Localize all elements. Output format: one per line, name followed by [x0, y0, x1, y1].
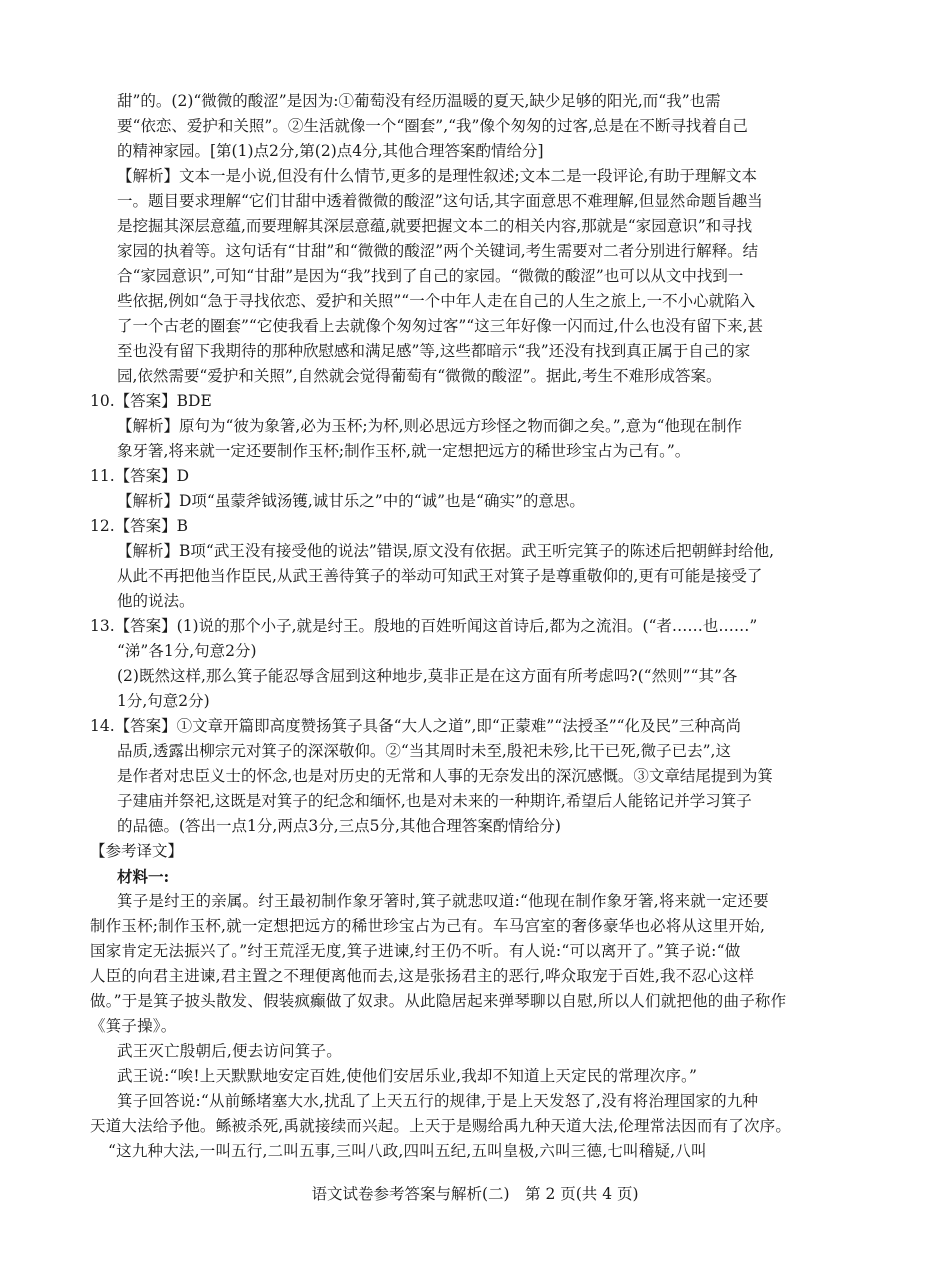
text-line: (2)既然这样,那么箕子能忍辱含屈到这种地步,莫非正是在这方面有所考虑吗?(“然则”“其”各 — [117, 667, 738, 685]
answer-10: 10.【答案】BDE — [90, 392, 212, 410]
material-heading: 材料一: — [117, 867, 170, 886]
answer-11: 11.【答案】D — [90, 467, 190, 485]
translation-line: 《箕子操》。 — [90, 1017, 177, 1035]
text-line: 了一个古老的圈套”“它使我看上去就像个匆匆过客”“这三年好像一闪而过,什么也没有留下来,甚 — [117, 317, 764, 335]
text-line: 1分,句意2分) — [117, 692, 210, 710]
text-line: 品质,透露出柳宗元对箕子的深深敬仰。②“当其周时未至,殷祀未殄,比干已死,微子已去”,这 — [117, 742, 731, 760]
text-line: 子建庙并祭祀,这既是对箕子的纪念和缅怀,也是对未来的一种期许,希望后人能铭记并学习箕子 — [117, 792, 752, 810]
translation-line: “这九种大法,一叫五行,二叫五事,三叫八政,四叫五纪,五叫皇极,六叫三德,七叫稽疑,八叫 — [108, 1142, 707, 1160]
text-line: 是作者对忠臣义士的怀念,也是对历史的无常和人事的无奈发出的深沉感慨。③文章结尾提到为箕 — [117, 767, 773, 785]
text-line: 园,依然需要“爱护和关照”,自然就会觉得葡萄有“微微的酸涩”。据此,考生不难形成答案。 — [117, 367, 722, 385]
text-line: 甜”的。(2)“微微的酸涩”是因为:①葡萄没有经历温暖的夏天,缺少足够的阳光,而“我”也需 — [117, 92, 721, 110]
text-line: 他的说法。 — [117, 592, 195, 610]
translation-line: 箕子回答说:“从前鲧堵塞大水,扰乱了上天五行的规律,于是上天发怒了,没有将治理国家的九种 — [117, 1092, 759, 1110]
text-line: 要“依恋、爱护和关照”。②生活就像一个“圈套”,“我”像个匆匆的过客,总是在不断寻找着自己 — [117, 117, 748, 135]
text-line: 合“家园意识”,可知“甘甜”是因为“我”找到了自己的家园。“微微的酸涩”也可以从文中找到一 — [117, 267, 744, 285]
translation-line: 武王说:“唉!上天默默地安定百姓,使他们安居乐业,我却不知道上天定民的常理次序。” — [117, 1067, 698, 1085]
text-line: 【解析】原句为“彼为象箸,必为玉杯;为杯,则必思远方珍怪之物而御之矣。”,意为“他现在制作 — [117, 417, 743, 435]
text-line: 至也没有留下我期待的那种欣慰感和满足感”等,这些都暗示“我”还没有找到真正属于自己的家 — [117, 342, 751, 360]
text-line: 从此不再把他当作臣民,从武王善待箕子的举动可知武王对箕子是尊重敬仰的,更有可能是接受了 — [117, 567, 763, 585]
text-line: 的精神家园。[第(1)点2分,第(2)点4分,其他合理答案酌情给分] — [117, 142, 544, 160]
text-line: 是挖掘其深层意蕴,而要理解其深层意蕴,就要把握文本二的相关内容,那就是“家园意识”和寻找 — [117, 217, 753, 235]
text-line: 的品德。(答出一点1分,两点3分,三点5分,其他合理答案酌情给分) — [117, 817, 561, 835]
text-line: 些依据,例如“急于寻找依恋、爱护和关照”“一个中年人走在自己的人生之旅上,一不小心就陷入 — [117, 292, 756, 310]
translation-line: 武王灭亡殷朝后,便去访问箕子。 — [117, 1042, 342, 1060]
text-line: 【解析】D项“虽蒙斧钺汤镬,诚甘乐之”中的“诚”也是“确实”的意思。 — [117, 492, 585, 510]
text-line: 一。题目要求理解“它们甘甜中透着微微的酸涩”这句话,其字面意思不难理解,但显然命题旨趣当 — [117, 192, 763, 210]
translation-line: 国家肯定无法振兴了。”纣王荒淫无度,箕子进谏,纣王仍不听。有人说:“可以离开了。”箕子说:“做 — [90, 942, 741, 960]
text-line: 【解析】文本一是小说,但没有什么情节,更多的是理性叙述;文本二是一段评论,有助于理解文本 — [117, 167, 758, 185]
answer-14: 14.【答案】①文章开篇即高度赞扬箕子具备“大人之道”,即“正蒙难”“法授圣”“化及民”三种高尚 — [90, 717, 741, 735]
text-line: 【解析】B项“武王没有接受他的说法”错误,原文没有依据。武王听完箕子的陈述后把朝鲜封给他, — [117, 542, 775, 560]
answer-12: 12.【答案】B — [90, 517, 189, 535]
text-line: “涕”各1分,句意2分) — [117, 642, 257, 660]
text-line: 象牙箸,将来就一定还要制作玉杯;制作玉杯,就一定想把远方的稀世珍宝占为己有。”。 — [117, 442, 691, 460]
section-heading: 【参考译文】 — [90, 842, 184, 860]
translation-line: 箕子是纣王的亲属。纣王最初制作象牙箸时,箕子就悲叹道:“他现在制作象牙箸,将来就一定还要 — [117, 892, 769, 910]
translation-line: 做。”于是箕子披头散发、假装疯癫做了奴隶。从此隐居起来弹琴聊以自慰,所以人们就把他的曲子称作 — [90, 992, 787, 1010]
answer-13: 13.【答案】(1)说的那个小子,就是纣王。殷地的百姓听闻这首诗后,都为之流泪。(“者……也……” — [90, 617, 758, 635]
translation-line: 天道大法给予他。鲧被杀死,禹就接续而兴起。上天于是赐给禹九种天道大法,伦理常法因而有了次序。 — [90, 1117, 792, 1135]
translation-line: 制作玉杯;制作玉杯,就一定想把远方的稀世珍宝占为己有。车马宫室的奢侈豪华也必将从这里开始, — [90, 917, 766, 935]
text-line: 家园的执着等。这句话有“甘甜”和“微微的酸涩”两个关键词,考生需要对二者分别进行解释。结 — [117, 242, 759, 260]
page-footer: 语文试卷参考答案与解析(二) 第 2 页(共 4 页) — [311, 1185, 639, 1203]
translation-line: 人臣的向君主进谏,君主置之不理便离他而去,这是张扬君主的恶行,哗众取宠于百姓,我不忍心这样 — [90, 967, 755, 985]
